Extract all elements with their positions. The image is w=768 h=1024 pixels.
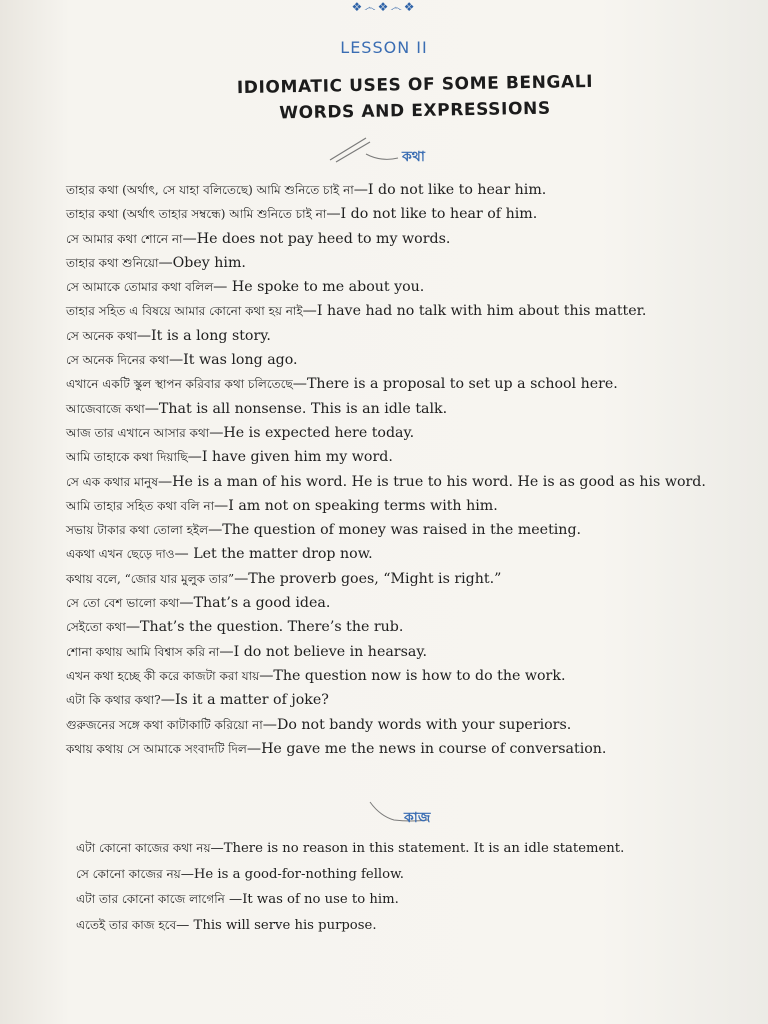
bengali-phrase: এখানে একটি স্কুল স্থাপন করিবার কথা চলিতেছে xyxy=(66,377,293,392)
english-meaning: —The question now is how to do the work. xyxy=(259,667,566,684)
section-heading-kaaj: কাজ xyxy=(404,810,431,826)
section-swash-decoration xyxy=(326,132,406,168)
idiom-list-katha xyxy=(66,178,768,761)
idiom-entry xyxy=(66,348,768,372)
english-meaning: —I have given him my word. xyxy=(187,449,393,466)
english-meaning: —He is a good-for-nothing fellow. xyxy=(180,866,404,882)
idiom-entry xyxy=(66,737,768,761)
section-heading-katha: কথা xyxy=(402,149,425,165)
english-meaning: —That’s a good idea. xyxy=(179,595,331,612)
english-meaning: — This will serve his purpose. xyxy=(176,917,377,933)
english-meaning: —He is a man of his word. He is true to his word. He is as good as his word. xyxy=(157,473,706,490)
bengali-phrase: তাহার সহিত এ বিষয়ে আমার কোনো কথা হয় নাই xyxy=(66,304,303,319)
english-meaning: —It was long ago. xyxy=(168,352,298,369)
english-meaning: —He does not pay heed to my words. xyxy=(182,230,451,247)
english-meaning: —I do not like to hear him. xyxy=(353,182,547,198)
idiom-entry xyxy=(76,887,768,913)
bengali-phrase: আমি তাহার সহিত কথা বলি না xyxy=(66,498,215,513)
page-title xyxy=(0,72,768,124)
idiom-entry xyxy=(66,202,768,226)
idiom-entry xyxy=(66,251,768,275)
bengali-phrase: এখন কথা হচ্ছে কী করে কাজটা করা যায় xyxy=(66,668,260,683)
idiom-entry xyxy=(76,836,768,862)
english-meaning: —He gave me the news in course of conversation. xyxy=(246,740,607,757)
idiom-entry xyxy=(66,275,768,299)
idiom-entry xyxy=(66,372,768,396)
english-meaning: —I have had no talk with him about this matter. xyxy=(302,303,647,320)
english-meaning: —Do not bandy words with your superiors. xyxy=(262,716,572,733)
title-line-2: WORDS AND EXPRESSIONS xyxy=(279,98,551,124)
top-ornament: ❖෴❖෴❖ xyxy=(351,0,417,14)
idiom-entry xyxy=(66,567,768,591)
bengali-phrase: কথায় কথায় সে আমাকে সংবাদটি দিল xyxy=(66,741,247,756)
bengali-phrase: এটা কোনো কাজের কথা নয় xyxy=(76,841,211,855)
english-meaning: —The question of money was raised in the meeting. xyxy=(208,522,582,539)
bengali-phrase: তাহার কথা শুনিয়ো xyxy=(66,255,159,270)
bengali-phrase: এটা তার কোনো কাজে লাগেনি xyxy=(76,892,225,906)
idiom-entry xyxy=(66,470,768,494)
idiom-entry xyxy=(66,227,768,251)
bengali-phrase: সেইতো কথা xyxy=(66,620,126,635)
english-meaning: —Obey him. xyxy=(158,254,246,271)
idiom-entry xyxy=(66,178,768,202)
english-meaning: —It is a long story. xyxy=(136,327,271,344)
idiom-entry xyxy=(66,713,768,737)
idiom-entry xyxy=(76,913,768,939)
bengali-phrase: সে আমাকে তোমার কথা বলিল xyxy=(66,280,214,295)
idiom-entry xyxy=(66,615,768,639)
bengali-phrase: সে অনেক দিনের কথা xyxy=(66,353,169,368)
bengali-phrase: কথায় বলে, “জোর যার মুলুক তার” xyxy=(66,571,235,586)
bengali-phrase: সে অনেক কথা xyxy=(66,328,137,343)
idiom-entry xyxy=(66,542,768,566)
english-meaning: —I do not believe in hearsay. xyxy=(219,643,427,660)
english-meaning: —I am not on speaking terms with him. xyxy=(214,497,498,514)
title-line-1: IDIOMATIC USES OF SOME BENGALI xyxy=(236,71,594,99)
bengali-phrase: তাহার কথা (অর্থাৎ তাহার সম্বন্ধে) আমি শুনিতে চাই না xyxy=(66,207,327,222)
english-meaning: —I do not like to hear of him. xyxy=(326,206,538,223)
idiom-entry xyxy=(66,299,768,323)
bengali-phrase: আজ তার এখানে আসার কথা xyxy=(66,425,210,440)
english-meaning: —The proverb goes, “Might is right.” xyxy=(234,570,502,587)
idiom-list-kaaj xyxy=(76,836,768,938)
idiom-entry xyxy=(66,421,768,445)
idiom-entry xyxy=(66,591,768,615)
english-meaning: —That’s the question. There’s the rub. xyxy=(125,619,404,636)
idiom-entry xyxy=(66,397,768,421)
idiom-entry xyxy=(66,640,768,664)
bengali-phrase: আজেবাজে কথা xyxy=(66,401,145,416)
bengali-phrase: সে কোনো কাজের নয় xyxy=(76,866,181,881)
idiom-entry xyxy=(76,862,768,888)
english-meaning: —Is it a matter of joke? xyxy=(160,692,329,709)
bengali-phrase: তাহার কথা (অর্থাৎ, সে যাহা বলিতেছে) আমি শুনিতে চাই না xyxy=(66,183,354,197)
bengali-phrase: সে তো বেশ ভালো কথা xyxy=(66,596,180,611)
idiom-entry xyxy=(66,324,768,348)
idiom-entry xyxy=(66,494,768,518)
idiom-entry xyxy=(66,518,768,542)
bengali-phrase: এতেই তার কাজ হবে xyxy=(76,917,177,932)
bengali-phrase: এটা কি কথার কথা? xyxy=(66,693,161,708)
idiom-entry xyxy=(66,688,768,712)
idiom-entry xyxy=(66,664,768,688)
english-meaning: —He is expected here today. xyxy=(209,424,415,441)
english-meaning: — Let the matter drop now. xyxy=(174,546,373,563)
idiom-entry xyxy=(66,445,768,469)
bengali-phrase: শোনা কথায় আমি বিশ্বাস করি না xyxy=(66,644,220,659)
bengali-phrase: সে এক কথার মানুষ xyxy=(66,474,158,489)
english-meaning: —That is all nonsense. This is an idle talk. xyxy=(144,400,448,417)
bengali-phrase: সে আমার কথা শোনে না xyxy=(66,231,183,246)
bengali-phrase: আমি তাহাকে কথা দিয়াছি xyxy=(66,450,188,465)
lesson-label: LESSON II xyxy=(340,38,428,57)
english-meaning: —It was of no use to him. xyxy=(224,892,399,907)
english-meaning: — He spoke to me about you. xyxy=(213,279,425,296)
bengali-phrase: গুরুজনের সঙ্গে কথা কাটাকাটি করিয়ো না xyxy=(66,717,263,732)
bengali-phrase: সভায় টাকার কথা তোলা হইল xyxy=(66,523,209,538)
bengali-phrase: একথা এখন ছেড়ে দাও xyxy=(66,547,175,562)
english-meaning: —There is no reason in this statement. It is an idle statement. xyxy=(210,841,625,856)
english-meaning: —There is a proposal to set up a school here. xyxy=(292,376,618,393)
